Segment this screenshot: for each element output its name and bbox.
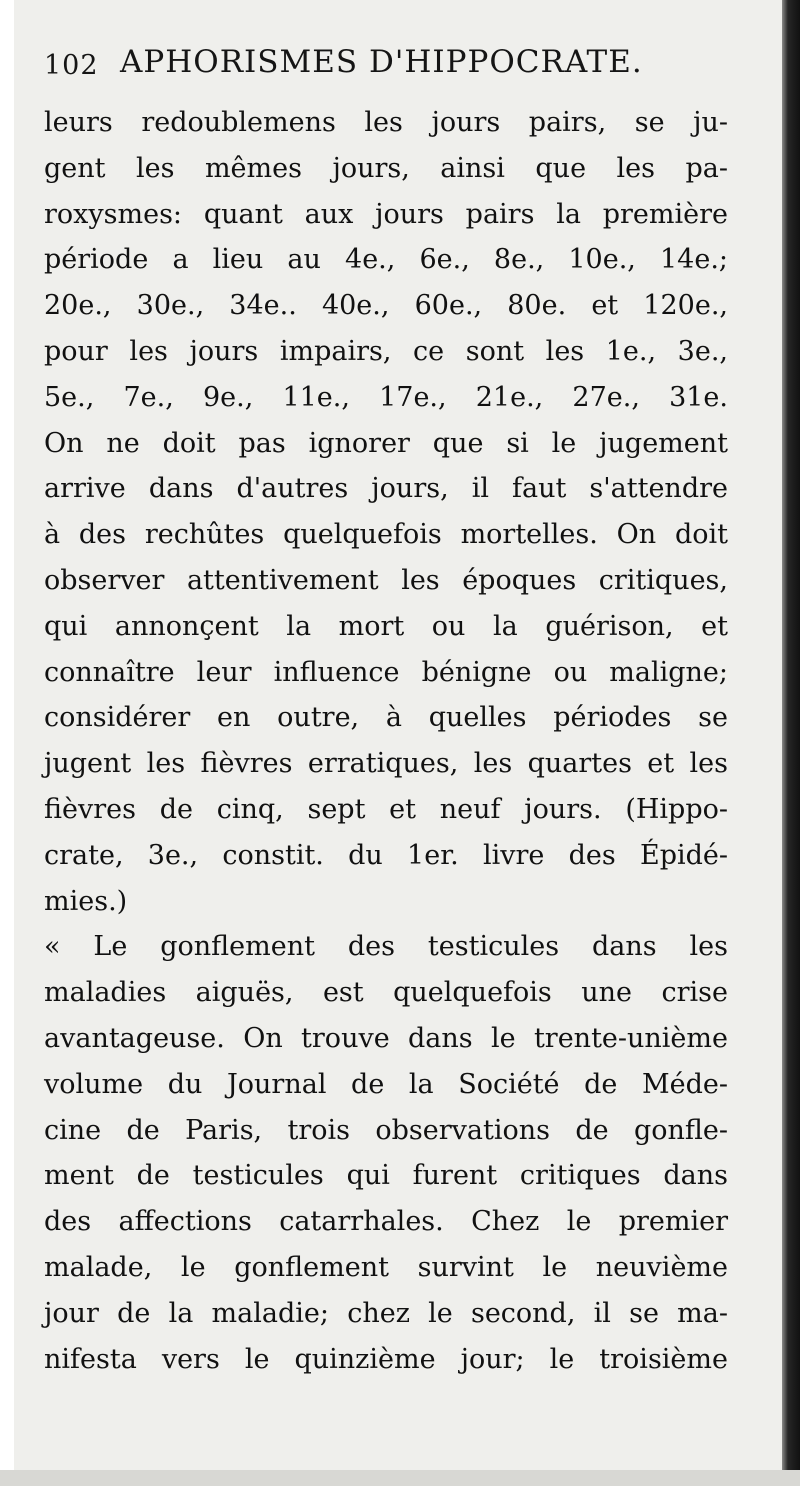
text-line: des affections catarrhales. Chez le premier: [44, 1206, 728, 1238]
body-text: [44, 100, 728, 1382]
text-line: « Le gonflement des testicules dans les: [44, 931, 728, 963]
text-line: gent les mêmes jours, ainsi que les pa-: [44, 152, 728, 184]
page-number: 102: [44, 50, 99, 81]
text-line: arrive dans d'autres jours, il faut s'attendre: [44, 473, 728, 505]
text-line: période a lieu au 4e., 6e., 8e., 10e., 14e.;: [44, 244, 728, 276]
text-line: crate, 3e., constit. du 1er. livre des Épidé-: [44, 839, 728, 871]
text-line: malade, le gonflement survint le neuvième: [44, 1251, 728, 1283]
text-line: maladies aiguës, est quelquefois une crise: [44, 977, 728, 1009]
text-line: 5e., 7e., 9e., 11e., 17e., 21e., 27e., 31e.: [44, 381, 728, 413]
text-line: jugent les fièvres erratiques, les quartes et les: [44, 748, 728, 780]
text-line: ment de testicules qui furent critiques dans: [44, 1160, 728, 1192]
text-line: leurs redoublemens les jours pairs, se ju-: [44, 107, 728, 138]
page-bottom-margin: [0, 1470, 800, 1486]
text-line: qui annonçent la mort ou la guérison, et: [44, 610, 728, 642]
text-line: avantageuse. On trouve dans le trente-unième: [44, 1022, 728, 1054]
text-line: nifesta vers le quinzième jour; le troisième: [44, 1343, 728, 1375]
text-line: connaître leur influence bénigne ou maligne;: [44, 656, 728, 688]
page-left-margin: [0, 0, 14, 1486]
text-line: roxysmes: quant aux jours pairs la première: [44, 198, 728, 230]
text-line: observer attentivement les époques critiques,: [44, 564, 728, 596]
text-line: volume du Journal de la Société de Méde-: [44, 1068, 728, 1100]
text-line: 20e., 30e., 34e.. 40e., 60e., 80e. et 120e.,: [44, 290, 728, 322]
text-line: mies.): [44, 885, 128, 917]
text-line: On ne doit pas ignorer que si le jugement: [44, 427, 728, 459]
text-line: à des rechûtes quelquefois mortelles. On doit: [44, 519, 728, 551]
running-title: APHORISMES D'HIPPOCRATE.: [120, 44, 643, 80]
text-line: considérer en outre, à quelles périodes se: [44, 702, 728, 734]
book-gutter-shadow: [782, 0, 800, 1486]
text-line: jour de la maladie; chez le second, il se ma-: [44, 1297, 728, 1329]
page-header: [44, 44, 734, 94]
text-line: cine de Paris, trois observations de gonfle-: [44, 1114, 728, 1146]
text-line: fièvres de cinq, sept et neuf jours. (Hippo-: [44, 793, 728, 825]
text-line: pour les jours impairs, ce sont les 1e., 3e.,: [44, 335, 728, 367]
